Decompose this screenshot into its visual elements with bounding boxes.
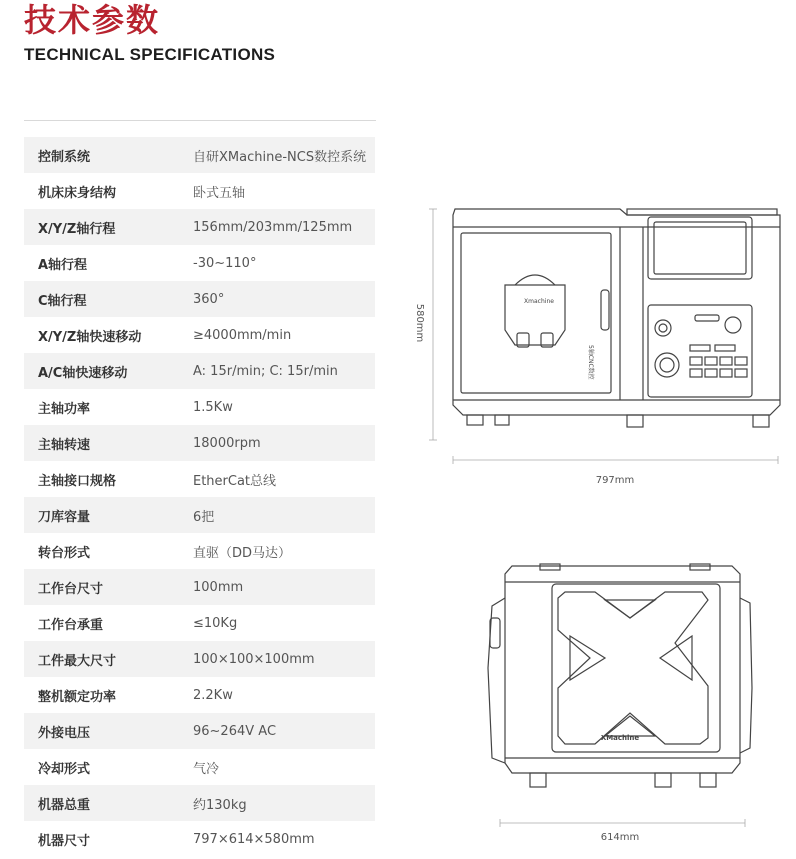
spec-value: 156mm/203mm/125mm	[193, 219, 353, 235]
page-title-cn: 技术参数	[24, 1, 161, 39]
spec-value: 6把	[193, 509, 215, 525]
spec-row	[24, 605, 375, 641]
spec-value: 100×100×100mm	[193, 651, 315, 667]
spec-row	[24, 461, 375, 497]
spec-label: 主轴接口规格	[38, 473, 117, 489]
spec-label: A/C轴快速移动	[38, 365, 128, 381]
spec-label: 主轴转速	[38, 437, 91, 453]
spec-row	[24, 137, 375, 173]
spec-label: X/Y/Z轴行程	[38, 221, 116, 237]
spec-row	[24, 173, 375, 209]
spec-row	[24, 281, 375, 317]
spec-label: 转台形式	[38, 545, 91, 561]
height-dimension-label: 580mm	[414, 303, 425, 343]
width-dimension-label: 797mm	[595, 475, 635, 486]
side-view-drawing	[470, 558, 770, 853]
spec-label: 冷却形式	[38, 761, 91, 777]
spec-value: EtherCat总线	[193, 473, 277, 489]
spec-value: 自研XMachine-NCS数控系统	[193, 149, 367, 165]
spec-value: 1.5Kw	[193, 399, 233, 415]
machine-side-body	[488, 564, 752, 787]
spec-value: 18000rpm	[193, 435, 261, 451]
spec-label: 机床床身结构	[38, 185, 117, 201]
spec-value: ≥4000mm/min	[193, 327, 292, 343]
spec-label: 机器总重	[38, 797, 91, 813]
front-view-drawing	[405, 195, 795, 490]
spec-label: 外接电压	[38, 725, 91, 741]
spec-row	[24, 317, 375, 353]
front-side-label: 5轴CNC数控	[587, 345, 594, 380]
spec-row	[24, 533, 375, 569]
spec-row	[24, 389, 375, 425]
spec-value: 卧式五轴	[193, 185, 246, 201]
spec-label: C轴行程	[38, 293, 87, 309]
spec-label: 刀库容量	[38, 509, 91, 525]
spec-row	[24, 569, 375, 605]
side-width-dimension-label: 614mm	[600, 832, 640, 843]
spec-label: X/Y/Z轴快速移动	[38, 329, 142, 345]
spec-label: 控制系统	[38, 149, 91, 165]
spec-row	[24, 497, 375, 533]
front-logo-text: Xmachine	[524, 298, 554, 305]
spec-row	[24, 713, 375, 749]
spec-value: 2.2Kw	[193, 687, 233, 703]
spec-label: 工件最大尺寸	[38, 653, 117, 669]
spec-label: A轴行程	[38, 257, 88, 273]
spec-value: 气冷	[193, 761, 220, 777]
spec-value: 96~264V AC	[193, 723, 277, 739]
spec-label: 主轴功率	[38, 401, 91, 417]
spec-value: A: 15r/min; C: 15r/min	[193, 363, 338, 379]
spec-label: 工作台尺寸	[38, 581, 104, 597]
spec-row	[24, 641, 375, 677]
spec-row	[24, 677, 375, 713]
side-logo-text: XMachine	[600, 734, 640, 742]
spec-value: 直驱（DD马达）	[193, 545, 292, 561]
spec-value: 100mm	[193, 579, 244, 595]
page-title-en: TECHNICAL SPECIFICATIONS	[24, 45, 276, 64]
spec-row	[24, 425, 375, 461]
spec-row	[24, 209, 375, 245]
spec-table	[24, 137, 375, 857]
spec-row	[24, 749, 375, 785]
spec-value: 360°	[193, 291, 225, 307]
spec-value: ≤10Kg	[193, 615, 238, 631]
spec-row	[24, 821, 375, 857]
machine-front-body	[453, 209, 780, 427]
divider	[24, 120, 376, 121]
spec-value: 约130kg	[193, 797, 247, 813]
spec-label: 机器尺寸	[38, 833, 91, 849]
spec-row	[24, 353, 375, 389]
spec-label: 工作台承重	[38, 617, 104, 633]
spec-value: -30~110°	[193, 255, 257, 271]
spec-row	[24, 245, 375, 281]
spec-value: 797×614×580mm	[193, 831, 315, 847]
spec-label: 整机额定功率	[38, 689, 117, 705]
spec-row	[24, 785, 375, 821]
